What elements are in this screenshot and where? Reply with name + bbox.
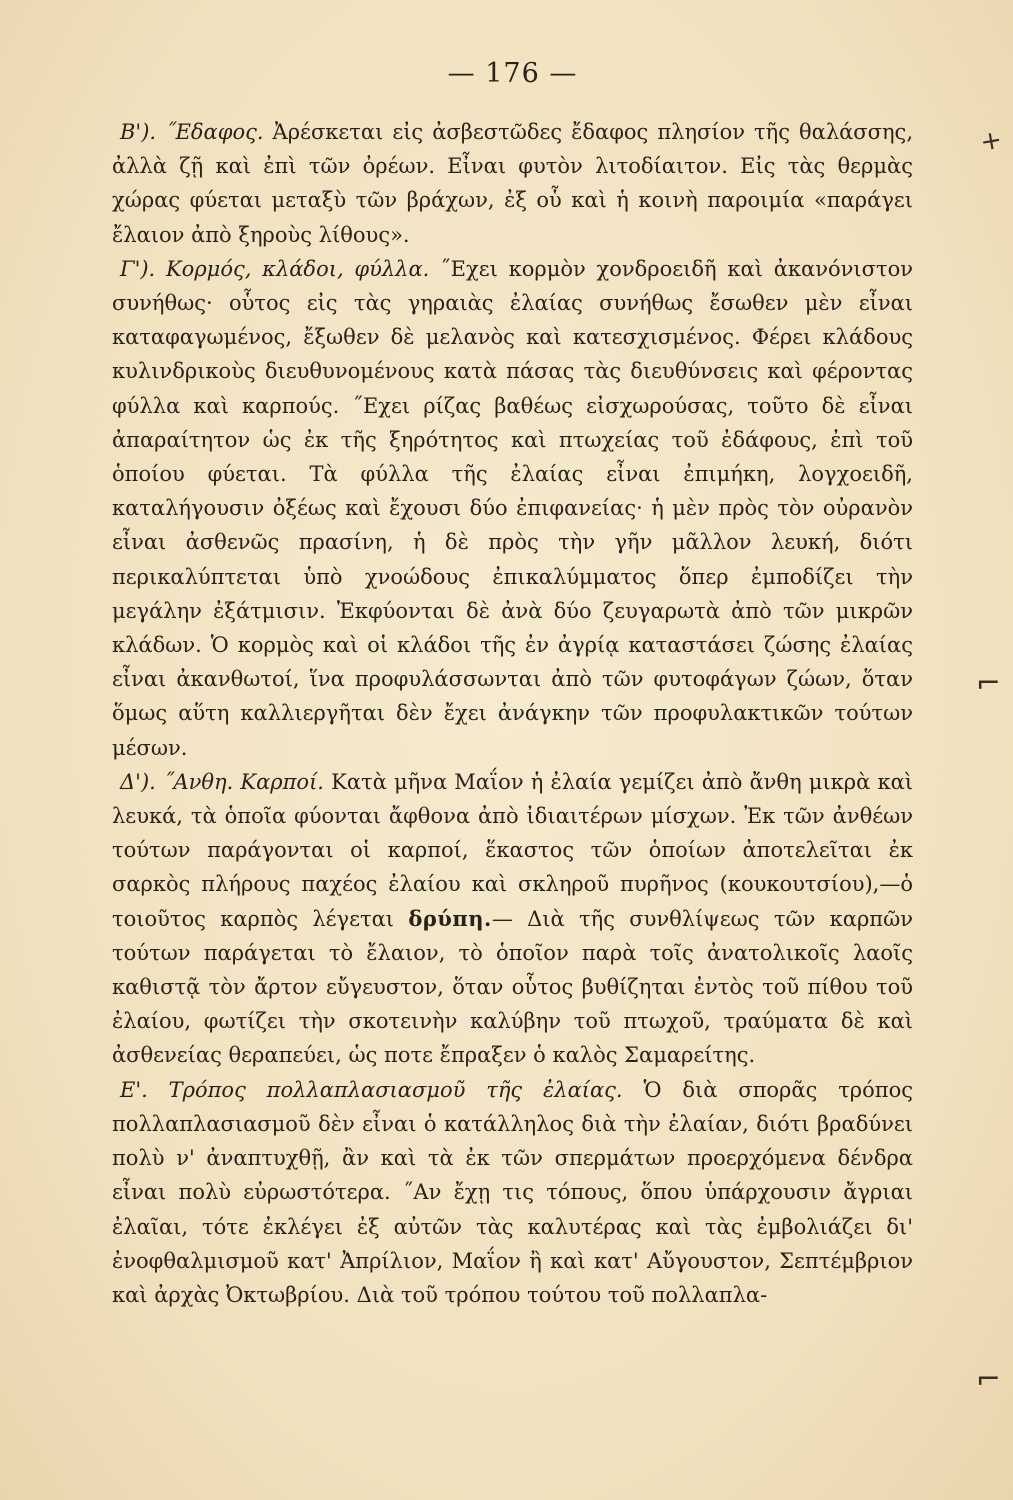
section-b-heading: Β'). ˝Εδαφος. [120,120,264,144]
margin-mark-icon: ✕ [975,126,1005,159]
margin-tick-icon: ⌐ [975,666,1001,701]
section-c-heading: Γ'). Κορμός, κλάδοι, φύλλα. [120,256,430,281]
section-b-paragraph [112,115,913,252]
section-c-text: ˝Εχει κορμὸν χονδροειδῆ καὶ ἀκανόνιστον συνήθως· οὗτος εἰς τὰς γηραιὰς ἐλαίας συνήθως ἔσωθεν μὲν εἶναι καταφαγωμένος, ἔξωθεν δὲ μελανὸς καὶ κατεσχισμένος. Φέρει κλάδους κυλινδρικοὺς διευθυνομένους κατὰ πάσας τὰς διευθύνσεις καὶ φέροντας φύλλα καὶ καρπούς. ˝Εχει ρίζας βαθέως εἰσχωρούσας, τοῦτο δὲ εἶναι ἀπαραίτητον ὡς ἐκ τῆς ξηρότητος καὶ πτωχείας τοῦ ἐδάφους, ἐπὶ τοῦ ὁποίου φύεται. Τὰ φύλλα τῆς ἐλαίας εἶναι ἐπιμήκη, λογχοειδῆ, καταλήγουσιν ὀξέως καὶ ἔχουσι δύο ἐπιφανείας· ἡ μὲν πρὸς τὸν οὐρανὸν εἶναι ἀσθενῶς πρασίνη, ἡ δὲ πρὸς τὴν γῆν μᾶλλον λευκή, διότι περικαλύπτεται ὑπὸ χνοώδους ἐπικαλύμματος ὅπερ ἐμποδίζει τὴν μεγάλην ἐξάτμισιν. Ἐκφύονται δὲ ἀνὰ δύο ζευγαρωτὰ ἀπὸ τῶν μικρῶν κλάδων. Ὁ κορμὸς καὶ οἱ κλάδοι τῆς ἐν ἀγρίᾳ καταστάσει ζώσης ἐλαίας εἶναι ἀκανθωτοί, ἵνα προφυλάσσωνται ἀπὸ τῶν φυτοφάγων ζώων, ὅταν ὅμως αὕτη καλλιεργῆται δὲν ἔχει ἀνάγκην τῶν προφυλακτικῶν τούτων μέσων. [112,256,913,760]
section-e-text: Ὁ διὰ σπορᾶς τρόπος πολλαπλασιασμοῦ δὲν εἶναι ὁ κατάλληλος διὰ τὴν ἐλαίαν, διότι βραδύνει πολὺ ν' ἀναπτυχθῇ, ἂν καὶ τὰ ἐκ τῶν σπερμάτων προερχόμενα δένδρα εἶναι πολὺ εὐρωστότερα. ˝Αν ἔχῃ τις τόπους, ὅπου ὑπάρχουσιν ἄγριαι ἐλαῖαι, τότε ἐκλέγει ἐξ αὐτῶν τὰς καλυτέρας καὶ τὰς ἐμβολιάζει δι' ἐνοφθαλμισμοῦ κατ' Ἀπρίλιον, Μαΐον ἢ καὶ κατ' Αὔγουστον, Σεπτέμβριον καὶ ἀρχὰς Ὀκτωβρίου. Διὰ τοῦ τρόπου τούτου τοῦ πολλαπλα- [112,1077,914,1307]
section-b-text: Ἀρέσκεται εἰς ἀσβεστῶδες ἔδαφος πλησίον τῆς θαλάσσης, ἀλλὰ ζῇ καὶ ἐπὶ τῶν ὀρέων. Εἶναι φυτὸν λιτοδίαιτον. Εἰς τὰς θερμὰς χώρας φύεται μεταξὺ τῶν βράχων, ἐξ οὗ καὶ ἡ κοινὴ παροιμία «παράγει ἔλαιον ἀπὸ ξηροὺς λίθους». [112,120,913,247]
section-d-text-after: — Διὰ τῆς συνθλίψεως τῶν καρπῶν τούτων παράγεται τὸ ἔλαιον, τὸ ὁποῖον παρὰ τοῖς ἀνατολικοῖς λαοῖς καθιστᾷ τὸν ἄρτον εὔγευστον, ὅταν οὗτος βυθίζηται ἐντὸς τοῦ πίθου τοῦ ἐλαίου, φωτίζει τὴν σκοτεινὴν καλύβην τοῦ πτωχοῦ, τραύματα δὲ καὶ ἀσθενείας θεραπεύει, ὡς ποτε ἔπραξεν ὁ καλὸς Σαμαρείτης. [112,906,913,1068]
section-d-text-before: Κατὰ μῆνα Μαΐον ἡ ἐλαία γεμίζει ἀπὸ ἄνθη μικρὰ καὶ λευκά, τὰ ὁποῖα φύονται ἄφθονα ἀπὸ ἰδιαιτέρων μίσχων. Ἐκ τῶν ἀνθέων τούτων παράγονται οἱ καρποί, ἕκαστος τῶν ὁποίων ἀποτελεῖται ἐκ σαρκὸς πλήρους παχέος ἐλαίου καὶ σκληροῦ πυρῆνος (κουκουτσίου),—ὁ τοιοῦτος καρπὸς λέγεται [112,769,913,931]
section-e-heading: Ε'. Τρόπος πολλαπλασιασμοῦ τῆς ἐλαίας. [120,1077,623,1102]
section-e-paragraph [112,1073,913,1312]
section-d-heading: Δ'). ˝Ανθη. Καρποί. [120,769,324,794]
section-c-paragraph [112,252,913,765]
section-d-bold-term: δρύπη. [408,905,492,931]
margin-tick-icon: ⌐ [975,1362,1001,1397]
section-d-paragraph [112,765,913,1073]
body-text [112,115,913,1312]
page-number: — 176 — [447,58,578,89]
